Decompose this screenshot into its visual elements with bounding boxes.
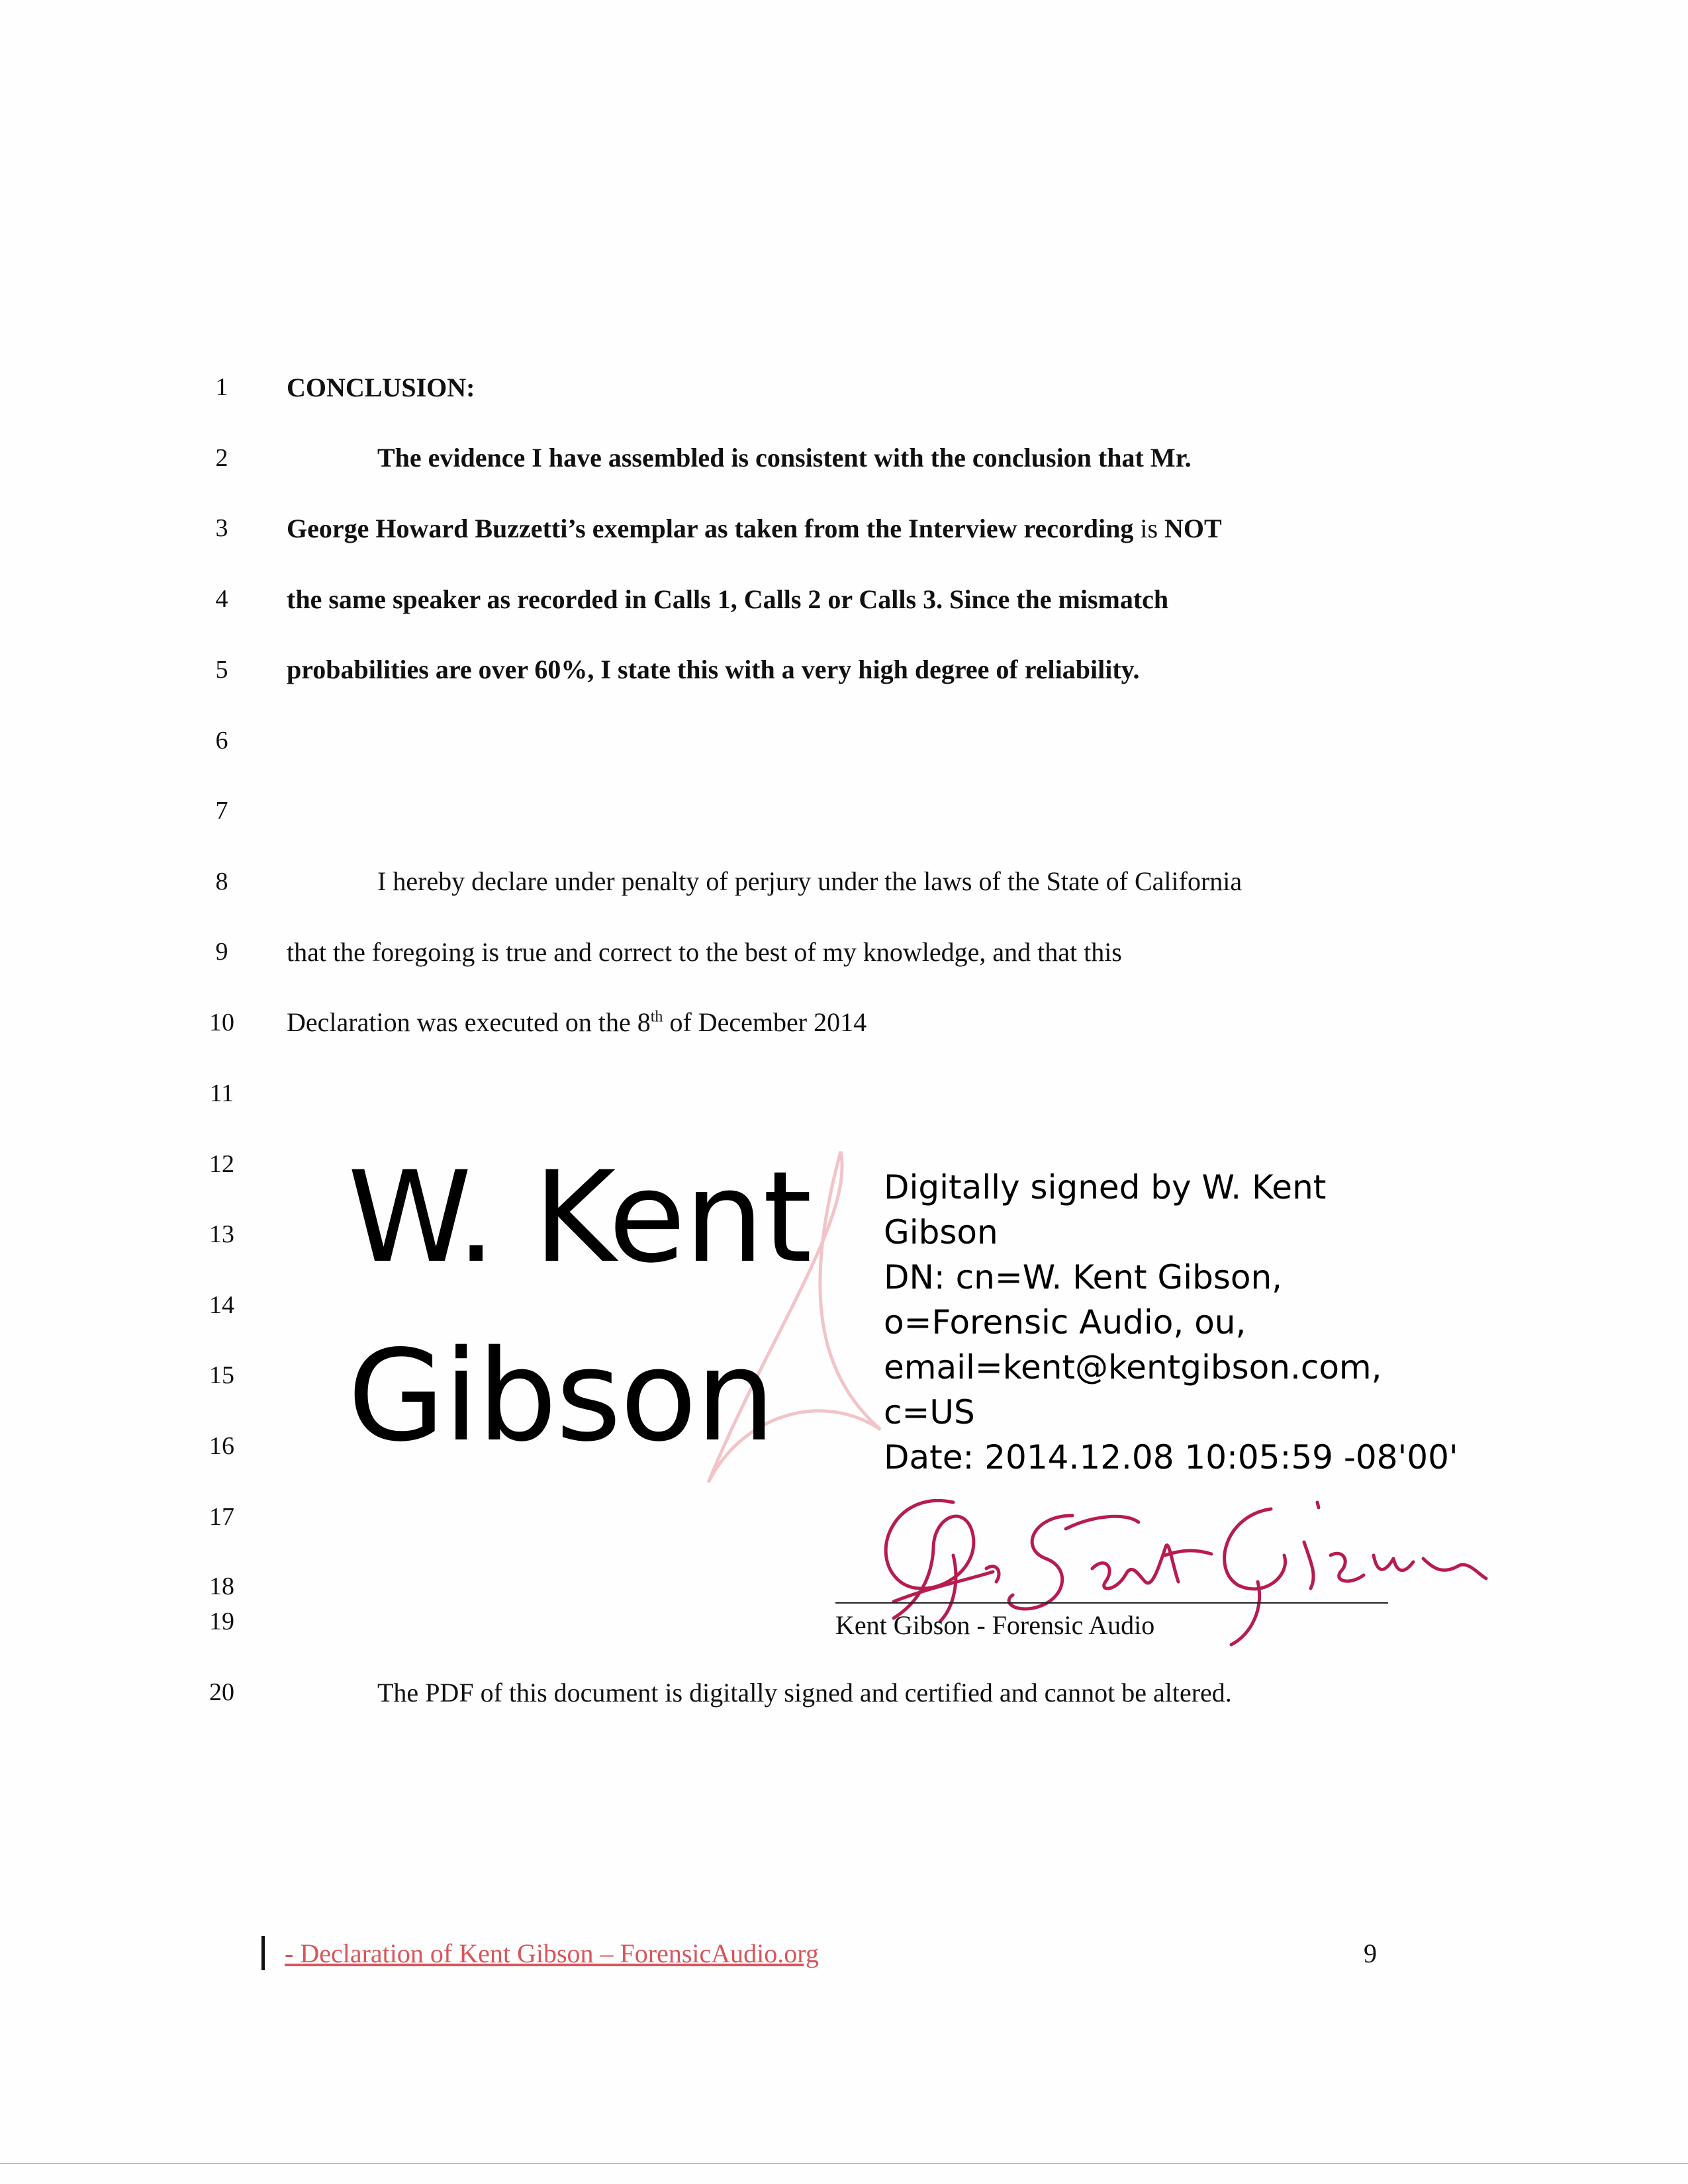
line-number: 4 [215,585,228,613]
signature-caption: Kent Gibson - Forensic Audio [835,1610,1155,1640]
conclusion-text: George Howard Buzzetti’s exemplar as taken from the Interview recording [287,514,1134,543]
line-number: 2 [215,444,228,472]
line-number: 9 [215,938,228,966]
footer-divider [261,1936,265,1970]
signature-info-line: c=US [884,1393,975,1432]
signature-line [835,1602,1388,1604]
line-number: 5 [215,656,228,684]
line-number: 19 [209,1608,234,1635]
declaration-text: Declaration was executed on the 8 [287,1007,651,1037]
line-number: 8 [215,868,228,895]
conclusion-emphasis: NOT [1164,514,1222,543]
conclusion-line: the same speaker as recorded in Calls 1, Calls 2 or Calls 3. Since the mismatch [287,584,1169,614]
page-number: 9 [1364,1938,1377,1968]
signature-info-line: email=kent@kentgibson.com, [884,1348,1382,1387]
signature-info-line: Digitally signed by W. Kent [884,1168,1327,1206]
declaration-line: I hereby declare under penalty of perjury under the laws of the State of California [377,866,1243,896]
conclusion-line [287,513,1222,544]
signature-info-line: Date: 2014.12.08 10:05:59 -08'00' [884,1438,1458,1477]
line-number: 7 [215,797,228,825]
declaration-text: of December 2014 [663,1007,867,1037]
signer-name-line2: Gibson [348,1323,774,1469]
line-number: 10 [209,1009,234,1036]
line-number: 14 [209,1291,234,1319]
conclusion-line: probabilities are over 60%, I state this with a very high degree of reliability. [287,655,1140,684]
conclusion-heading: CONCLUSION: [287,373,475,402]
line-number: 20 [209,1678,234,1706]
line-number: 11 [209,1079,234,1107]
line-number: 13 [209,1220,234,1248]
line-number: 12 [209,1150,234,1178]
signer-name-line1: W. Kent [348,1144,811,1291]
line-number: 1 [215,373,228,401]
conclusion-text: is [1133,514,1165,543]
certification-note: The PDF of this document is digitally signed and certified and cannot be altered. [377,1678,1232,1707]
line-number: 16 [209,1432,234,1460]
signature-info-line: DN: cn=W. Kent Gibson, [884,1258,1283,1297]
line-number: 17 [209,1503,234,1531]
ordinal-suffix: th [650,1008,663,1026]
scan-edge-line [0,2163,1688,2164]
line-number: 18 [209,1572,234,1600]
line-number: 15 [209,1361,234,1389]
digital-signature-info [884,1165,1458,1480]
conclusion-line: The evidence I have assembled is consistent with the conclusion that Mr. [377,443,1192,473]
line-number: 3 [215,514,228,542]
signature-info-line: Gibson [884,1213,998,1251]
declaration-line: that the foregoing is true and correct to the best of my knowledge, and that this [287,937,1122,967]
signature-info-line: o=Forensic Audio, ou, [884,1303,1246,1342]
footer-link[interactable]: - Declaration of Kent Gibson – ForensicAudio.org [285,1938,819,1968]
declaration-line [287,1007,867,1038]
line-number: 6 [215,727,228,754]
